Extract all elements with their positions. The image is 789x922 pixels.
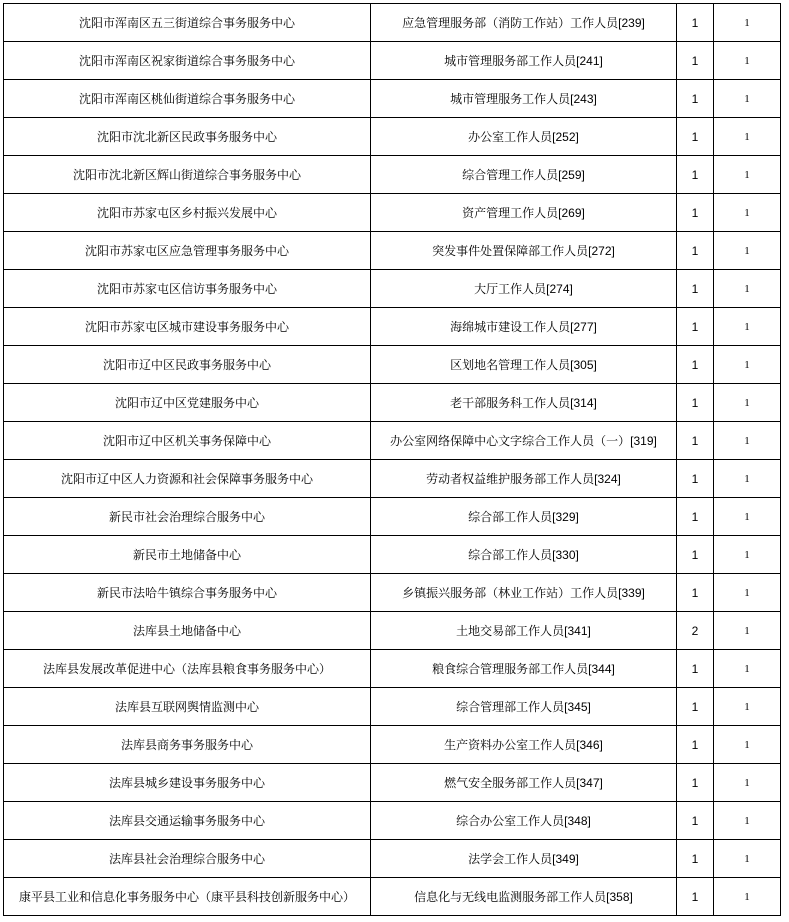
position-cell: 粮食综合管理服务部工作人员[344] [371, 650, 677, 688]
count-cell: 1 [677, 764, 714, 802]
count-cell: 1 [677, 4, 714, 42]
count-cell: 1 [677, 650, 714, 688]
count-cell: 1 [677, 422, 714, 460]
unit-cell: 沈阳市辽中区机关事务保障中心 [4, 422, 371, 460]
count-cell: 1 [677, 574, 714, 612]
position-cell: 乡镇振兴服务部（林业工作站）工作人员[339] [371, 574, 677, 612]
position-cell: 综合部工作人员[329] [371, 498, 677, 536]
table-row [4, 42, 781, 80]
ratio-cell: 1 [714, 156, 781, 194]
position-cell: 劳动者权益维护服务部工作人员[324] [371, 460, 677, 498]
table-row [4, 80, 781, 118]
table-row [4, 460, 781, 498]
ratio-cell: 1 [714, 384, 781, 422]
table-row [4, 840, 781, 878]
table-row [4, 194, 781, 232]
table-row [4, 878, 781, 916]
position-cell: 城市管理服务部工作人员[241] [371, 42, 677, 80]
count-cell: 1 [677, 118, 714, 156]
count-cell: 1 [677, 536, 714, 574]
unit-cell: 康平县工业和信息化事务服务中心（康平县科技创新服务中心） [4, 878, 371, 916]
count-cell: 1 [677, 726, 714, 764]
count-cell: 1 [677, 840, 714, 878]
ratio-cell: 1 [714, 688, 781, 726]
table-row [4, 156, 781, 194]
unit-cell: 沈阳市辽中区党建服务中心 [4, 384, 371, 422]
unit-cell: 沈阳市苏家屯区乡村振兴发展中心 [4, 194, 371, 232]
table-row [4, 4, 781, 42]
ratio-cell: 1 [714, 118, 781, 156]
unit-cell: 新民市社会治理综合服务中心 [4, 498, 371, 536]
table-row [4, 270, 781, 308]
count-cell: 1 [677, 802, 714, 840]
ratio-cell: 1 [714, 764, 781, 802]
unit-cell: 沈阳市浑南区五三街道综合事务服务中心 [4, 4, 371, 42]
count-cell: 1 [677, 688, 714, 726]
table-row [4, 498, 781, 536]
count-cell: 1 [677, 460, 714, 498]
table-row [4, 422, 781, 460]
unit-cell: 沈阳市苏家屯区应急管理事务服务中心 [4, 232, 371, 270]
ratio-cell: 1 [714, 232, 781, 270]
table-row [4, 346, 781, 384]
position-cell: 综合管理部工作人员[345] [371, 688, 677, 726]
ratio-cell: 1 [714, 270, 781, 308]
unit-cell: 法库县土地储备中心 [4, 612, 371, 650]
unit-cell: 沈阳市辽中区民政事务服务中心 [4, 346, 371, 384]
table-row [4, 650, 781, 688]
position-cell: 突发事件处置保障部工作人员[272] [371, 232, 677, 270]
ratio-cell: 1 [714, 840, 781, 878]
position-cell: 海绵城市建设工作人员[277] [371, 308, 677, 346]
unit-cell: 新民市法哈牛镇综合事务服务中心 [4, 574, 371, 612]
table-row [4, 118, 781, 156]
position-cell: 区划地名管理工作人员[305] [371, 346, 677, 384]
unit-cell: 沈阳市苏家屯区城市建设事务服务中心 [4, 308, 371, 346]
unit-cell: 法库县城乡建设事务服务中心 [4, 764, 371, 802]
unit-cell: 法库县互联网舆情监测中心 [4, 688, 371, 726]
count-cell: 1 [677, 308, 714, 346]
unit-cell: 沈阳市苏家屯区信访事务服务中心 [4, 270, 371, 308]
unit-cell: 沈阳市浑南区桃仙街道综合事务服务中心 [4, 80, 371, 118]
position-cell: 资产管理工作人员[269] [371, 194, 677, 232]
table-row [4, 308, 781, 346]
count-cell: 1 [677, 42, 714, 80]
unit-cell: 法库县社会治理综合服务中心 [4, 840, 371, 878]
position-cell: 应急管理服务部（消防工作站）工作人员[239] [371, 4, 677, 42]
count-cell: 1 [677, 80, 714, 118]
count-cell: 1 [677, 346, 714, 384]
position-cell: 土地交易部工作人员[341] [371, 612, 677, 650]
ratio-cell: 1 [714, 650, 781, 688]
table-row [4, 726, 781, 764]
ratio-cell: 1 [714, 878, 781, 916]
position-cell: 综合部工作人员[330] [371, 536, 677, 574]
count-cell: 1 [677, 270, 714, 308]
position-cell: 燃气安全服务部工作人员[347] [371, 764, 677, 802]
unit-cell: 沈阳市浑南区祝家街道综合事务服务中心 [4, 42, 371, 80]
position-cell: 生产资料办公室工作人员[346] [371, 726, 677, 764]
ratio-cell: 1 [714, 422, 781, 460]
count-cell: 1 [677, 384, 714, 422]
ratio-cell: 1 [714, 536, 781, 574]
count-cell: 1 [677, 232, 714, 270]
recruitment-table [3, 3, 781, 916]
count-cell: 1 [677, 156, 714, 194]
count-cell: 2 [677, 612, 714, 650]
position-cell: 大厅工作人员[274] [371, 270, 677, 308]
position-cell: 法学会工作人员[349] [371, 840, 677, 878]
ratio-cell: 1 [714, 726, 781, 764]
unit-cell: 沈阳市沈北新区民政事务服务中心 [4, 118, 371, 156]
unit-cell: 沈阳市沈北新区辉山街道综合事务服务中心 [4, 156, 371, 194]
table-row [4, 536, 781, 574]
ratio-cell: 1 [714, 4, 781, 42]
table-row [4, 232, 781, 270]
table-row [4, 574, 781, 612]
unit-cell: 新民市土地储备中心 [4, 536, 371, 574]
ratio-cell: 1 [714, 612, 781, 650]
ratio-cell: 1 [714, 42, 781, 80]
ratio-cell: 1 [714, 308, 781, 346]
ratio-cell: 1 [714, 80, 781, 118]
ratio-cell: 1 [714, 574, 781, 612]
table-row [4, 612, 781, 650]
ratio-cell: 1 [714, 498, 781, 536]
unit-cell: 沈阳市辽中区人力资源和社会保障事务服务中心 [4, 460, 371, 498]
position-cell: 办公室工作人员[252] [371, 118, 677, 156]
table-row [4, 764, 781, 802]
position-cell: 办公室网络保障中心文字综合工作人员（一）[319] [371, 422, 677, 460]
position-cell: 综合办公室工作人员[348] [371, 802, 677, 840]
unit-cell: 法库县商务事务服务中心 [4, 726, 371, 764]
table-row [4, 802, 781, 840]
ratio-cell: 1 [714, 802, 781, 840]
count-cell: 1 [677, 498, 714, 536]
table-row [4, 688, 781, 726]
position-cell: 信息化与无线电监测服务部工作人员[358] [371, 878, 677, 916]
unit-cell: 法库县交通运输事务服务中心 [4, 802, 371, 840]
count-cell: 1 [677, 878, 714, 916]
position-cell: 城市管理服务工作人员[243] [371, 80, 677, 118]
position-cell: 老干部服务科工作人员[314] [371, 384, 677, 422]
table-body [4, 4, 781, 916]
unit-cell: 法库县发展改革促进中心（法库县粮食事务服务中心） [4, 650, 371, 688]
position-cell: 综合管理工作人员[259] [371, 156, 677, 194]
ratio-cell: 1 [714, 346, 781, 384]
ratio-cell: 1 [714, 460, 781, 498]
ratio-cell: 1 [714, 194, 781, 232]
table-row [4, 384, 781, 422]
count-cell: 1 [677, 194, 714, 232]
